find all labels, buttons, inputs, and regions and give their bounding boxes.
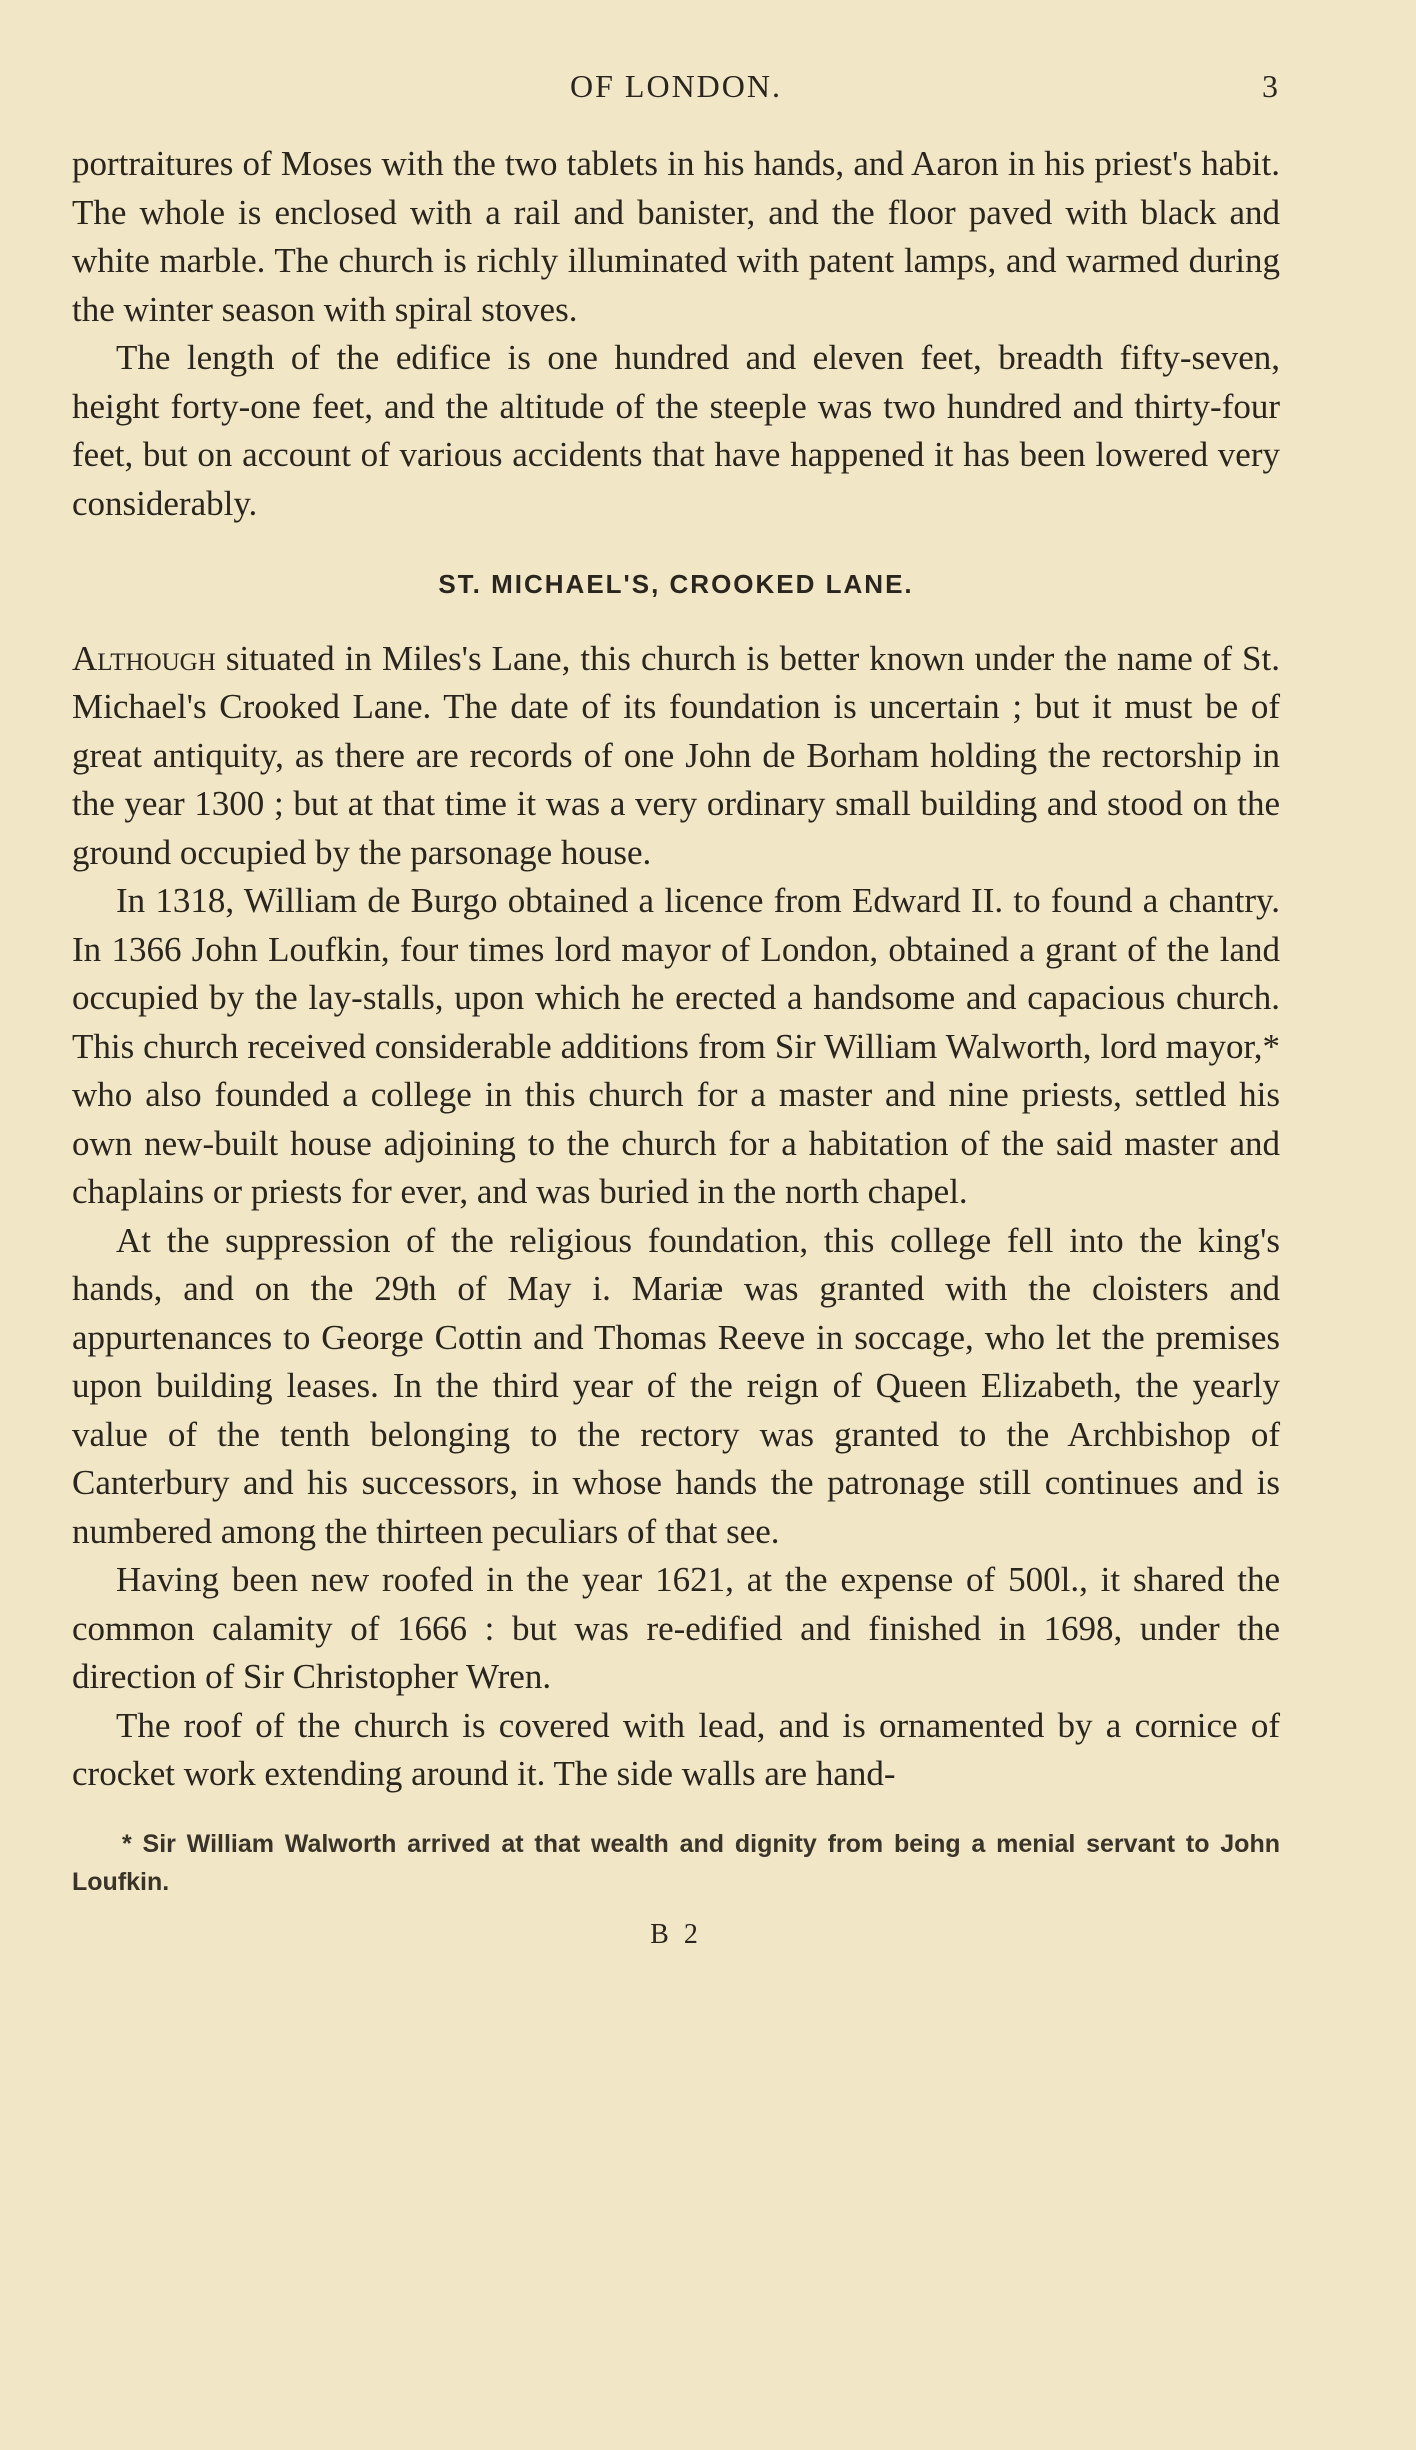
paragraph: The roof of the church is covered with lead, and is ornamented by a cornice of crocket work extending around it. The side walls are hand- — [72, 1705, 1280, 1793]
paragraph-text: situated in Miles's Lane, this church is better known under the name of St. Michael's Crooked Lane. The date of its foundation is uncertain ; but it must be of great antiquity, as there are records of one John de Borham holding the rectorship in the year 1300 ; but at that time it was a very ordinary small building and stood on the ground occupied by the parsonage house. — [72, 638, 1280, 872]
paragraph: At the suppression of the religious foundation, this college fell into the king's hands, and on the 29th of May i. Mariæ was granted with the cloisters and appurtenances to George Cottin and Thomas Reeve in soccage, who let the premises upon building leases. In the third year of the reign of Queen Elizabeth, the yearly value of the tenth belonging to the rectory was granted to the Archbishop of Canterbury and his successors, in whose hands the patronage still continues and is numbered among the thirteen peculiars of that see. — [72, 1220, 1280, 1551]
body-text — [72, 140, 1280, 1799]
page-header — [72, 60, 1280, 120]
paragraph: Having been new roofed in the year 1621, at the expense of 500l., it shared the common calamity of 1666 : but was re-edified and finished in 1698, under the direction of Sir Christopher Wren. — [72, 1560, 1280, 1696]
page-number: 3 — [1262, 68, 1280, 104]
paragraph: The length of the edifice is one hundred and eleven feet, breadth fifty-seven, height forty-one feet, and the altitude of the steeple was two hundred and thirty-four feet, but on account of various accidents that have happened it has been lowered very considerably. — [72, 338, 1280, 523]
paragraph: portraitures of Moses with the two tablets in his hands, and Aaron in his priest's habit. The whole is enclosed with a rail and banister, and the floor paved with black and white marble. The church is richly illuminated with patent lamps, and warmed during the winter season with spiral stoves. — [72, 144, 1280, 329]
drop-word: Although — [72, 638, 216, 678]
paragraph: In 1318, William de Burgo obtained a licence from Edward II. to found a chantry. In 1366 John Loufkin, four times lord mayor of London, obtained a grant of the land occupied by the lay-stalls, upon which he erected a handsome and capacious church. This church received considerable additions from Sir William Walworth, lord mayor,* who also founded a college in this church for a master and nine priests, settled his own new-built house adjoining to the church for a habitation of the said master and chaplains or priests for ever, and was buried in the north chapel. — [72, 881, 1280, 1211]
footnote: * Sir William Walworth arrived at that wealth and dignity from being a menial servant to John Loufkin. — [72, 1829, 1280, 1896]
signature-mark: B 2 — [650, 1918, 702, 1950]
section-heading: ST. MICHAEL'S, CROOKED LANE. — [438, 569, 914, 599]
book-page — [72, 60, 1280, 1951]
running-head: OF LONDON. — [570, 68, 782, 104]
section-first-paragraph — [72, 635, 1280, 878]
